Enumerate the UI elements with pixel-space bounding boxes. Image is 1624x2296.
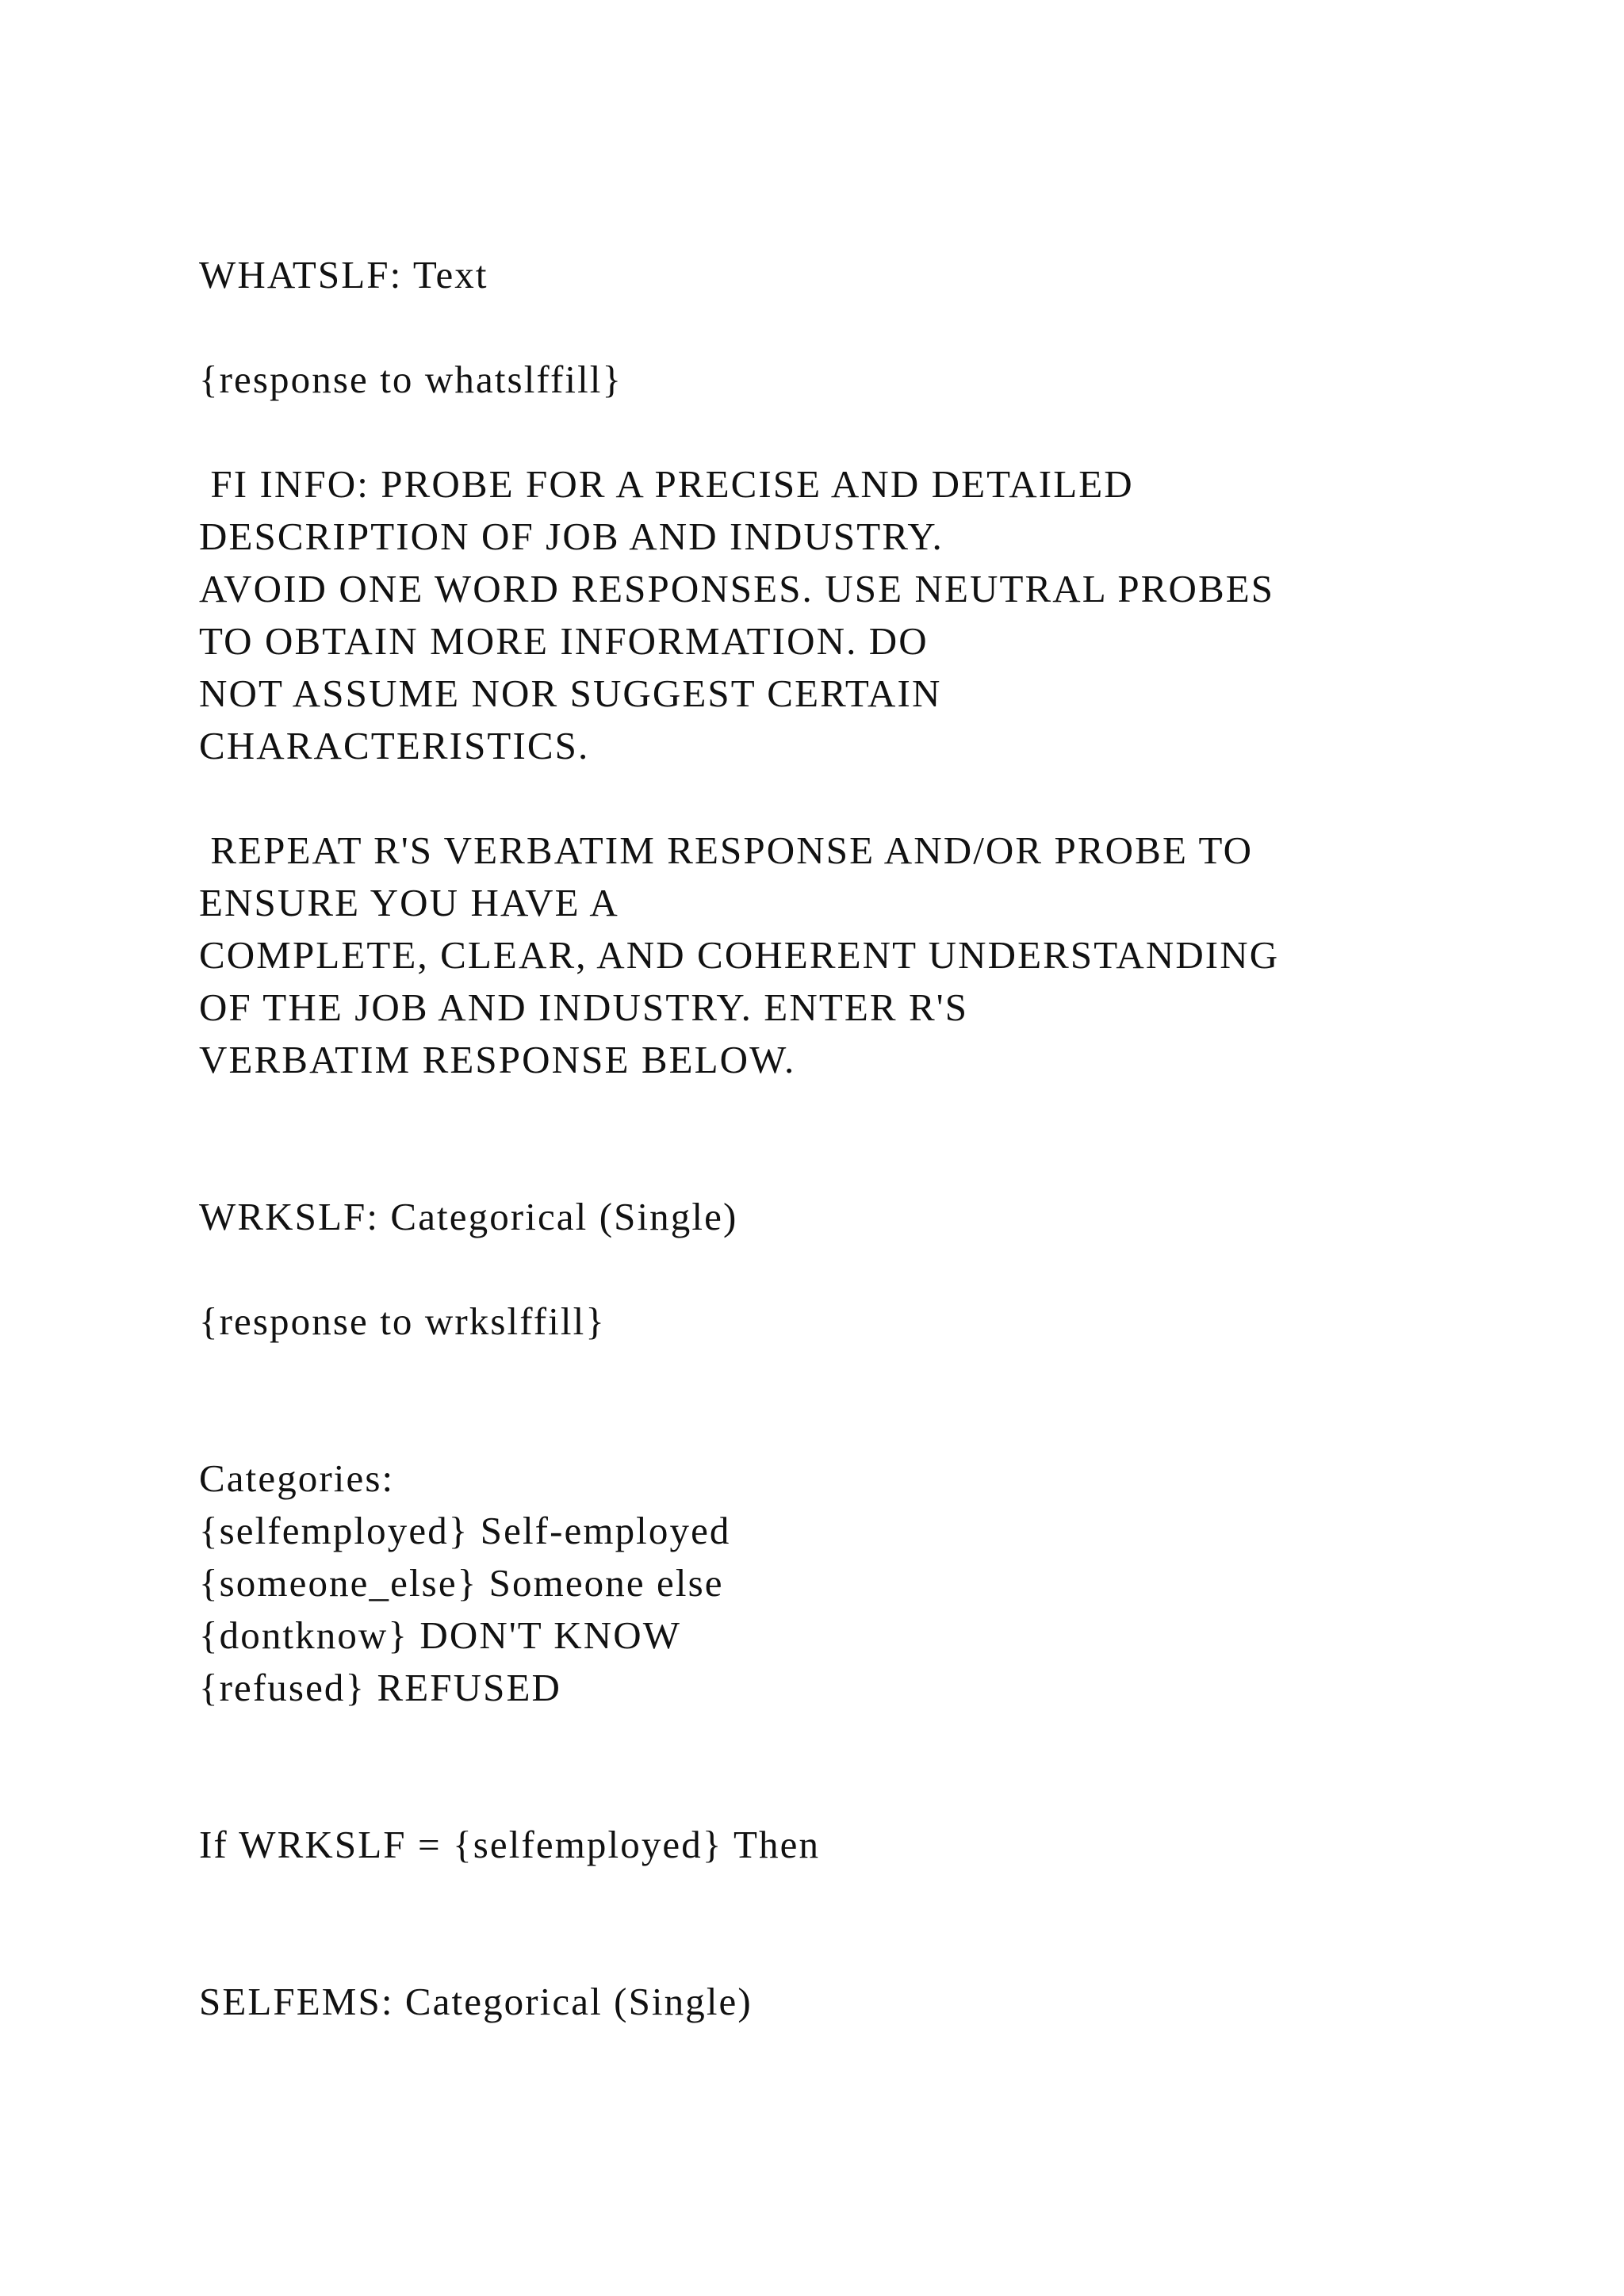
category-item: {someone_else} Someone else — [199, 1561, 724, 1605]
repeat-instruction-line: OF THE JOB AND INDUSTRY. ENTER R'S — [199, 985, 969, 1029]
repeat-instruction-line: REPEAT R'S VERBATIM RESPONSE AND/OR PROBE TO — [199, 828, 1254, 872]
wrkslf-prompt: {response to wrkslffill} — [199, 1299, 606, 1343]
category-item: {refused} REFUSED — [199, 1666, 562, 1709]
repeat-instruction-line: COMPLETE, CLEAR, AND COHERENT UNDERSTANDING — [199, 933, 1280, 977]
categories-label: Categories: — [199, 1456, 395, 1500]
fi-info-line: AVOID ONE WORD RESPONSES. USE NEUTRAL PROBES — [199, 567, 1275, 610]
whatslf-prompt: {response to whatslffill} — [199, 358, 623, 401]
condition-line: If WRKSLF = {selfemployed} Then — [199, 1823, 821, 1866]
fi-info-line: CHARACTERISTICS. — [199, 724, 590, 767]
selfems-header: SELFEMS: Categorical (Single) — [199, 1980, 753, 2023]
repeat-instruction-line: ENSURE YOU HAVE A — [199, 881, 619, 924]
fi-info-line: NOT ASSUME NOR SUGGEST CERTAIN — [199, 672, 942, 715]
whatslf-header: WHATSLF: Text — [199, 253, 488, 297]
wrkslf-header: WRKSLF: Categorical (Single) — [199, 1195, 738, 1238]
fi-info-line: TO OBTAIN MORE INFORMATION. DO — [199, 619, 929, 663]
category-item: {selfemployed} Self-employed — [199, 1509, 731, 1552]
fi-info-line: FI INFO: PROBE FOR A PRECISE AND DETAILED — [199, 462, 1134, 506]
repeat-instruction-line: VERBATIM RESPONSE BELOW. — [199, 1038, 796, 1081]
fi-info-line: DESCRIPTION OF JOB AND INDUSTRY. — [199, 515, 944, 558]
category-item: {dontknow} DON'T KNOW — [199, 1613, 682, 1657]
